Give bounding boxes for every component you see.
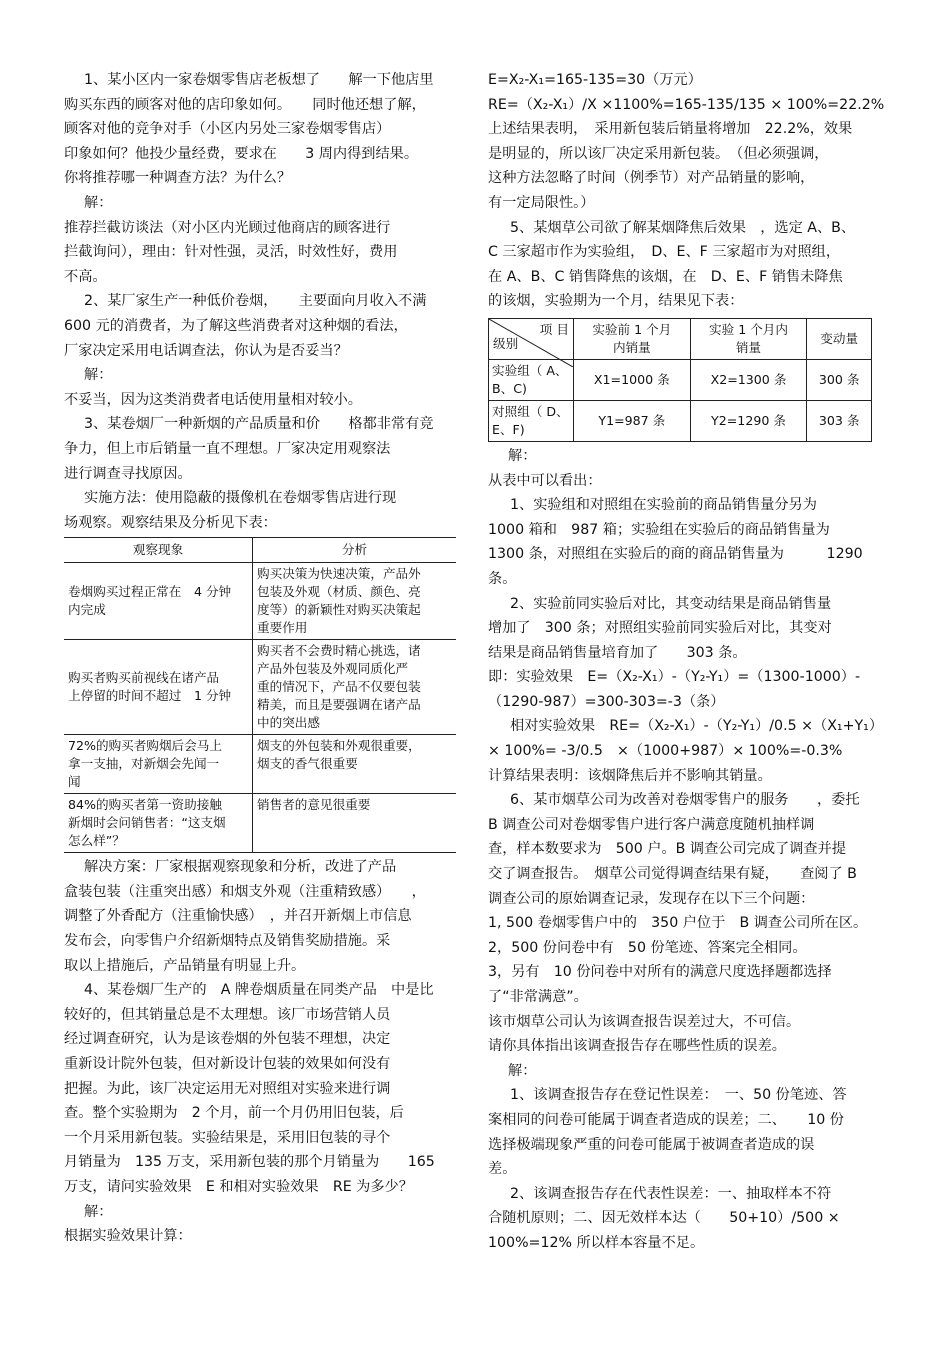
text-line: 解： <box>508 1062 537 1079</box>
analysis-cell <box>253 794 457 853</box>
text-line: 重新设计院外包装，但对新设计包装的效果如何没有 <box>64 1056 391 1073</box>
text-line: （1290-987）=300-303=-3（条） <box>488 693 725 710</box>
text-line: 增加了 300 条；对照组实验前同实验后对比，其变对 <box>488 620 832 637</box>
text-line: 5、某烟草公司欲了解某烟降焦后效果 ，选定 A、B、 <box>510 219 856 236</box>
header-observation: 观察现象 <box>64 538 253 563</box>
text-line: 条。 <box>488 570 517 587</box>
text-line: 顾客对他的竞争对手（小区内另处三家卷烟零售店） <box>64 121 391 138</box>
experiment-table-header <box>489 318 872 359</box>
text-line: 解： <box>84 194 113 211</box>
corner-top-label: 项 目 <box>539 321 569 337</box>
right-column <box>488 68 886 1256</box>
text-line: 是明显的，所以该厂决定采用新包装。 （但必须强调， <box>488 145 829 162</box>
text-line: 了“非常满意”。 <box>488 989 588 1005</box>
group-label-cell <box>489 400 574 441</box>
text-line: 查，样本数要求为 500 户。B 调查公司完成了调查并提 <box>488 841 846 858</box>
text-line: 2、某厂家生产一种低价卷烟， 主要面向月收入不满 <box>84 293 427 310</box>
text-line: 6、某市烟草公司为改善对卷烟零售户的服务 ，委托 <box>510 792 860 809</box>
table-row <box>489 400 872 441</box>
cell-line: 实验组（ A、 <box>492 362 568 378</box>
text-line: 调查公司的原始调查记录，发现存在以下三个问题： <box>488 890 815 907</box>
cell-line: 对照组（ D、 <box>492 403 569 419</box>
cell-line: 购买者购买前视线在诸产品 <box>68 670 220 686</box>
change-value-cell: 300 条 <box>807 359 872 400</box>
text-line: 1, 500 卷烟零售户中的 350 户位于 B 调查公司所在区。 <box>488 915 868 932</box>
cell-line: 重的情况下，产品不仅要包装 <box>257 679 421 695</box>
text-line: B 调查公司对卷烟零售户进行客户满意度随机抽样调 <box>488 816 815 833</box>
cell-line: 中的突出感 <box>257 715 320 731</box>
cell-line: 72%的购买者购烟后会马上 <box>68 738 222 754</box>
observation-cell <box>64 640 253 735</box>
change-value-cell: 303 条 <box>807 400 872 441</box>
cell-line: E、F) <box>492 421 525 437</box>
text-line: 3，另有 10 份问卷中对所有的满意尺度选择题都选择 <box>488 964 832 981</box>
corner-bottom-label: 级别 <box>493 335 519 351</box>
text-line: 调整了外香配方（注重愉快感） ，并召开新烟上市信息 <box>64 908 412 925</box>
header-after-line-2: 销量 <box>735 339 762 355</box>
cell-line: 烟支的香气很重要 <box>257 756 358 772</box>
cell-line: 购买决策为快速决策，产品外 <box>257 566 421 582</box>
text-line: 不高。 <box>64 268 107 285</box>
cell-line: 度等）的新颖性对购买决策起 <box>257 602 421 618</box>
text-line: 万支，请问实验效果 E 和相对实验效果 RE 为多少？ <box>64 1179 413 1195</box>
text-line: × 100%= -3/0.5 ×（1000+987）× 100%=-0.3% <box>488 743 843 760</box>
cell-line: 内完成 <box>68 602 106 618</box>
text-line: 从表中可以看出： <box>488 472 602 489</box>
text-line: 1、该调查报告存在登记性误差： 一、50 份笔迹、答 <box>510 1087 847 1104</box>
text-line: 场观察。观察结果及分析见下表： <box>64 514 277 531</box>
text-line: 盒装包装（注重突出感）和烟支外观（注重精致感） ， <box>64 883 426 900</box>
text-line: 计算结果表明：该烟降焦后并不影响其销量。 <box>488 767 772 784</box>
text-line: 实施方法：使用隐蔽的摄像机在卷烟零售店进行现 <box>84 490 397 507</box>
text-line: 上述结果表明， 采用新包装后销量将增加 22.2%，效果 <box>488 121 853 138</box>
text-line: 这种方法忽略了时间（例季节）对产品销量的影响， <box>488 170 815 187</box>
cell-line: 精美，而且是要强调在诸产品 <box>257 697 421 713</box>
analysis-cell <box>253 735 457 794</box>
cell-line: 拿一支抽，对新烟会先闻一 <box>68 756 220 772</box>
text-line: C 三家超市作为实验组， D、E、F 三家超市为对照组， <box>488 244 841 261</box>
text-line: 1300 条，对照组在实验后的商的商品销售量为 1290 <box>488 546 863 563</box>
table-row <box>64 794 456 853</box>
text-line: 较好的，但其销量总是不太理想。该厂市场营销人员 <box>64 1006 391 1023</box>
right-text-block-1 <box>488 68 886 314</box>
observation-table-header <box>64 538 456 563</box>
cell-line: 产品外包装及外观同质化严 <box>257 661 409 677</box>
after-value-cell: X2=1300 条 <box>690 359 807 400</box>
cell-line: 闻 <box>68 774 81 790</box>
header-before <box>574 318 691 359</box>
text-line: E=X₂-X₁=165-135=30（万元） <box>488 72 702 88</box>
text-line: 经过调查研究，认为是该卷烟的外包装不理想，决定 <box>64 1031 391 1048</box>
text-line: 发布会，向零售户介绍新烟特点及销售奖励措施。采 <box>64 933 391 950</box>
text-line: 厂家决定采用电话调查法，你认为是否妥当？ <box>64 342 348 359</box>
text-line: 2、实验前同实验后对比，其变动结果是商品销售量 <box>510 595 832 612</box>
cell-line: 新烟时会问销售者：“这支烟 <box>68 815 226 831</box>
header-after-line-1: 实验 1 个月内 <box>709 321 788 337</box>
text-line: 1、实验组和对照组在实验前的商品销售量分另为 <box>510 497 817 514</box>
cell-line: B、C) <box>492 380 527 396</box>
before-value-cell: Y1=987 条 <box>574 400 691 441</box>
text-line: 案相同的问卷可能属于调查者造成的误差；二、 10 份 <box>488 1111 844 1128</box>
table-row <box>64 640 456 735</box>
left-text-block-1 <box>64 68 460 535</box>
left-column <box>64 68 460 1249</box>
text-line: 一个月采用新包装。实验结果是，采用旧包装的寻个 <box>64 1129 391 1146</box>
table-row <box>64 735 456 794</box>
text-line: 的该烟，实验期为一个月，结果见下表： <box>488 293 744 310</box>
observation-cell <box>64 794 253 853</box>
header-change: 变动量 <box>807 318 872 359</box>
analysis-cell <box>253 640 457 735</box>
text-line: 你将推荐哪一种调查方法？为什么？ <box>64 170 292 187</box>
text-line: 2，500 份问卷中有 50 份笔迹、答案完全相同。 <box>488 939 807 956</box>
text-line: 100%=12% 所以样本容量不足。 <box>488 1234 705 1251</box>
text-line: 解： <box>84 367 113 384</box>
text-line: 3、某卷烟厂一种新烟的产品质量和价 格都非常有竞 <box>84 416 434 433</box>
text-line: 把握。为此，该厂决定运用无对照组对实验来进行调 <box>64 1080 391 1097</box>
header-analysis: 分析 <box>253 538 457 563</box>
cell-line: 上停留的时间不超过 1 分钟 <box>68 688 232 704</box>
text-line: 推荐拦截访谈法（对小区内光顾过他商店的顾客进行 <box>64 219 391 236</box>
left-text-block-2 <box>64 855 460 1249</box>
experiment-table <box>488 318 872 442</box>
text-line: 进行调查寻找原因。 <box>64 465 192 482</box>
cell-line: 烟支的外包装和外观很重要， <box>257 738 421 754</box>
text-line: 请你具体指出该调查报告存在哪些性质的误差。 <box>488 1038 786 1055</box>
text-line: 即：实验效果 E=（X₂-X₁）-（Y₂-Y₁）=（1300-1000）- <box>488 669 861 686</box>
text-line: 根据实验效果计算： <box>64 1228 192 1245</box>
header-after <box>690 318 807 359</box>
text-line: 取以上措施后，产品销量有明显上升。 <box>64 957 306 974</box>
text-line: 交了调查报告。 烟草公司觉得调查结果有疑， 查阅了 B <box>488 866 857 883</box>
text-line: 2、该调查报告存在代表性误差：一、抽取样本不符 <box>510 1185 832 1202</box>
analysis-cell <box>253 563 457 640</box>
text-line: 600 元的消费者，为了解这些消费者对这种烟的看法， <box>64 317 408 334</box>
cell-line: 销售者的意见很重要 <box>257 797 371 813</box>
text-line: 印象如何？他投少量经费，要求在 3 周内得到结果。 <box>64 145 419 162</box>
text-line: 在 A、B、C 销售降焦的该烟，在 D、E、F 销售未降焦 <box>488 268 843 285</box>
text-line: 4、某卷烟厂生产的 A 牌卷烟质量在同类产品 中是比 <box>84 982 434 999</box>
text-line: 查。整个实验期为 2 个月，前一个月仍用旧包装，后 <box>64 1105 404 1122</box>
text-line: 选择极端现象严重的问卷可能属于被调查者造成的误 <box>488 1136 815 1153</box>
cell-line: 购买者不会费时精心挑选，诸 <box>257 643 421 659</box>
text-line: 1、某小区内一家卷烟零售店老板想了 解一下他店里 <box>84 72 434 88</box>
text-line: 购买东西的顾客对他的店印象如何。 同时他还想了解， <box>64 96 426 113</box>
text-line: 解： <box>508 447 537 464</box>
observation-cell <box>64 735 253 794</box>
after-value-cell: Y2=1290 条 <box>690 400 807 441</box>
cell-line: 卷烟购买过程正常在 4 分钟 <box>68 584 232 600</box>
text-line: 结果是商品销售量培育加了 303 条。 <box>488 644 747 661</box>
diagonal-header-cell <box>489 318 574 359</box>
text-line: 争力，但上市后销量一直不理想。厂家决定用观察法 <box>64 440 391 457</box>
text-line: 有一定局限性。） <box>488 194 595 211</box>
cell-line: 包装及外观（材质、颜色、亮 <box>257 584 421 600</box>
header-before-line-1: 实验前 1 个月 <box>592 321 672 337</box>
text-line: 解决方案：厂家根据观察现象和分析，改进了产品 <box>84 859 397 876</box>
text-line: 月销量为 135 万支，采用新包装的那个月销量为 165 <box>64 1154 435 1171</box>
right-text-block-2 <box>488 444 886 1256</box>
text-line: 拦截询问），理由：针对性强，灵活，时效性好，费用 <box>64 244 398 261</box>
text-line: 1000 箱和 987 箱；实验组在实验后的商品销售量为 <box>488 521 830 538</box>
text-line: RE=（X₂-X₁）/X ×1100%=165-135/135 × 100%=22.2% <box>488 96 885 113</box>
text-line: 不妥当，因为这类消费者电话使用量相对较小。 <box>64 391 362 408</box>
cell-line: 84%的购买者第一资助接触 <box>68 797 222 813</box>
observation-cell <box>64 563 253 640</box>
text-line: 合随机原则；二、因无效样本达（ 50+10）/500 × <box>488 1210 840 1227</box>
cell-line: 怎么样”？ <box>68 833 125 849</box>
table-row <box>64 563 456 640</box>
observation-table <box>64 537 456 853</box>
before-value-cell: X1=1000 条 <box>574 359 691 400</box>
text-line: 解： <box>84 1203 113 1220</box>
text-line: 差。 <box>488 1161 517 1178</box>
text-line: 该市烟草公司认为该调查报告误差过大，不可信。 <box>488 1013 801 1030</box>
text-line: 相对实验效果 RE=（X₂-X₁）-（Y₂-Y₁）/0.5 ×（X₁+Y₁） <box>510 718 884 735</box>
header-before-line-2: 内销量 <box>612 339 651 355</box>
cell-line: 重要作用 <box>257 620 308 636</box>
